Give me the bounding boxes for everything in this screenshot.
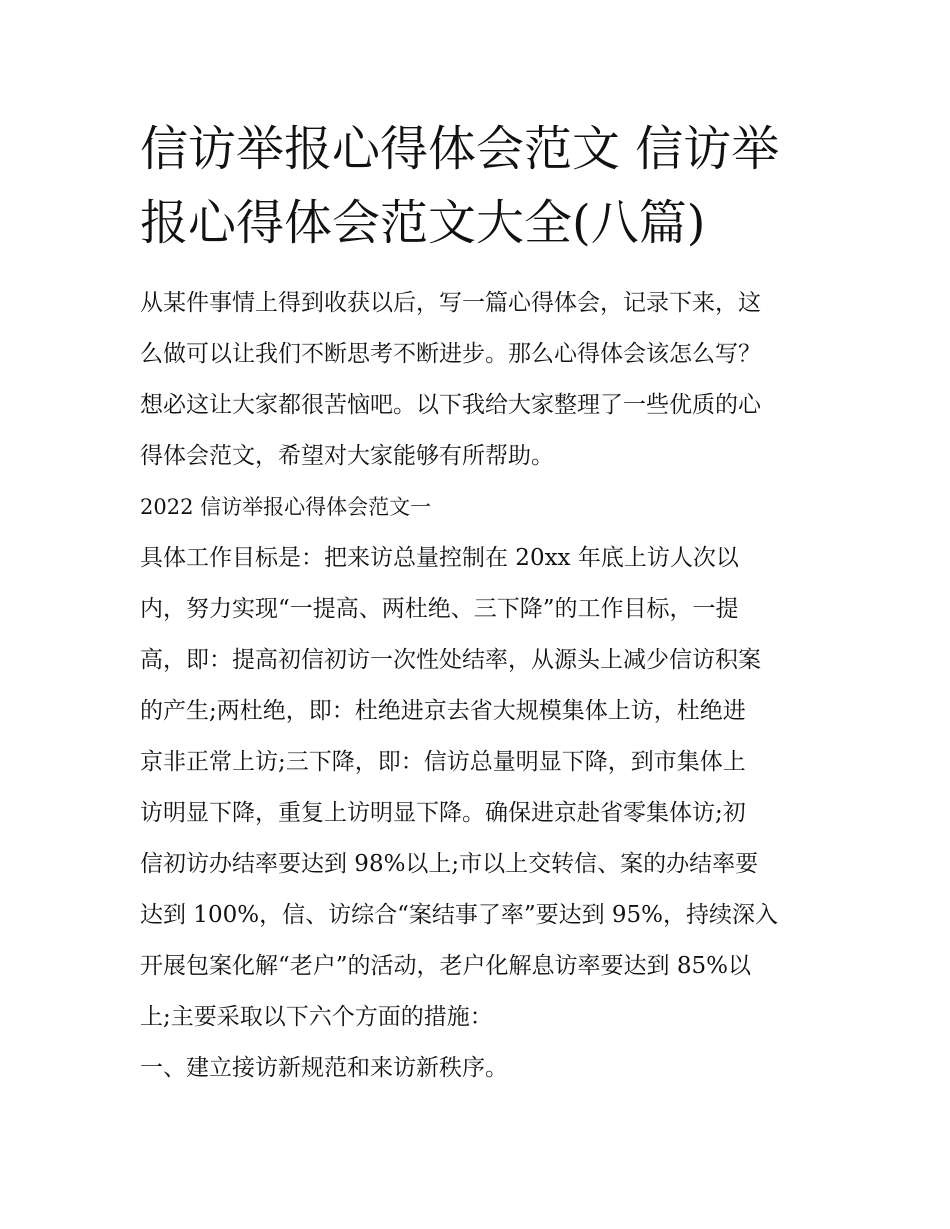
section-line-8: 达到 100%，信、访综合“案结事了率”要达到 95%，持续深入 <box>140 902 779 928</box>
intro-line-1: 从某件事情上得到收获以后，写一篇心得体会，记录下来，这 <box>140 290 761 316</box>
section-line-2: 内，努力实现“一提高、两杜绝、三下降”的工作目标，一提 <box>140 596 739 622</box>
section-line-9: 开展包案化解“老户”的活动，老户化解息访率要达到 85%以 <box>140 953 751 979</box>
section-line-11: 一、建立接访新规范和来访新秩序。 <box>140 1055 508 1081</box>
section-line-4: 的产生;两杜绝，即：杜绝进京去省大规模集体上访，杜绝进 <box>140 698 746 724</box>
section-line-7: 信初访办结率要达到 98%以上;市以上交转信、案的办结率要 <box>140 851 759 877</box>
section-line-3: 高，即：提高初信初访一次性处结率，从源头上减少信访积案 <box>140 647 761 673</box>
title-line-2: 报心得体会范文大全(八篇) <box>140 195 706 251</box>
section-line-5: 京非正常上访;三下降，即：信访总量明显下降，到市集体上 <box>140 749 746 775</box>
document-page <box>140 112 812 1094</box>
intro-line-4: 得体会范文，希望对大家能够有所帮助。 <box>140 443 554 469</box>
document-title <box>140 112 812 260</box>
section-line-6: 访明显下降，重复上访明显下降。确保进京赴省零集体访;初 <box>140 800 746 826</box>
section-line-1: 具体工作目标是：把来访总量控制在 20xx 年底上访人次以 <box>140 545 739 571</box>
intro-line-3: 想必这让大家都很苦恼吧。以下我给大家整理了一些优质的心 <box>140 392 761 418</box>
intro-line-2: 么做可以让我们不断思考不断进步。那么心得体会该怎么写？ <box>140 341 761 367</box>
title-line-1: 信访举报心得体会范文 信访举 <box>140 121 780 177</box>
document-body <box>140 278 812 1094</box>
section-line-10: 上;主要采取以下六个方面的措施： <box>140 1004 493 1030</box>
section-heading: 2022 信访举报心得体会范文一 <box>140 495 432 519</box>
